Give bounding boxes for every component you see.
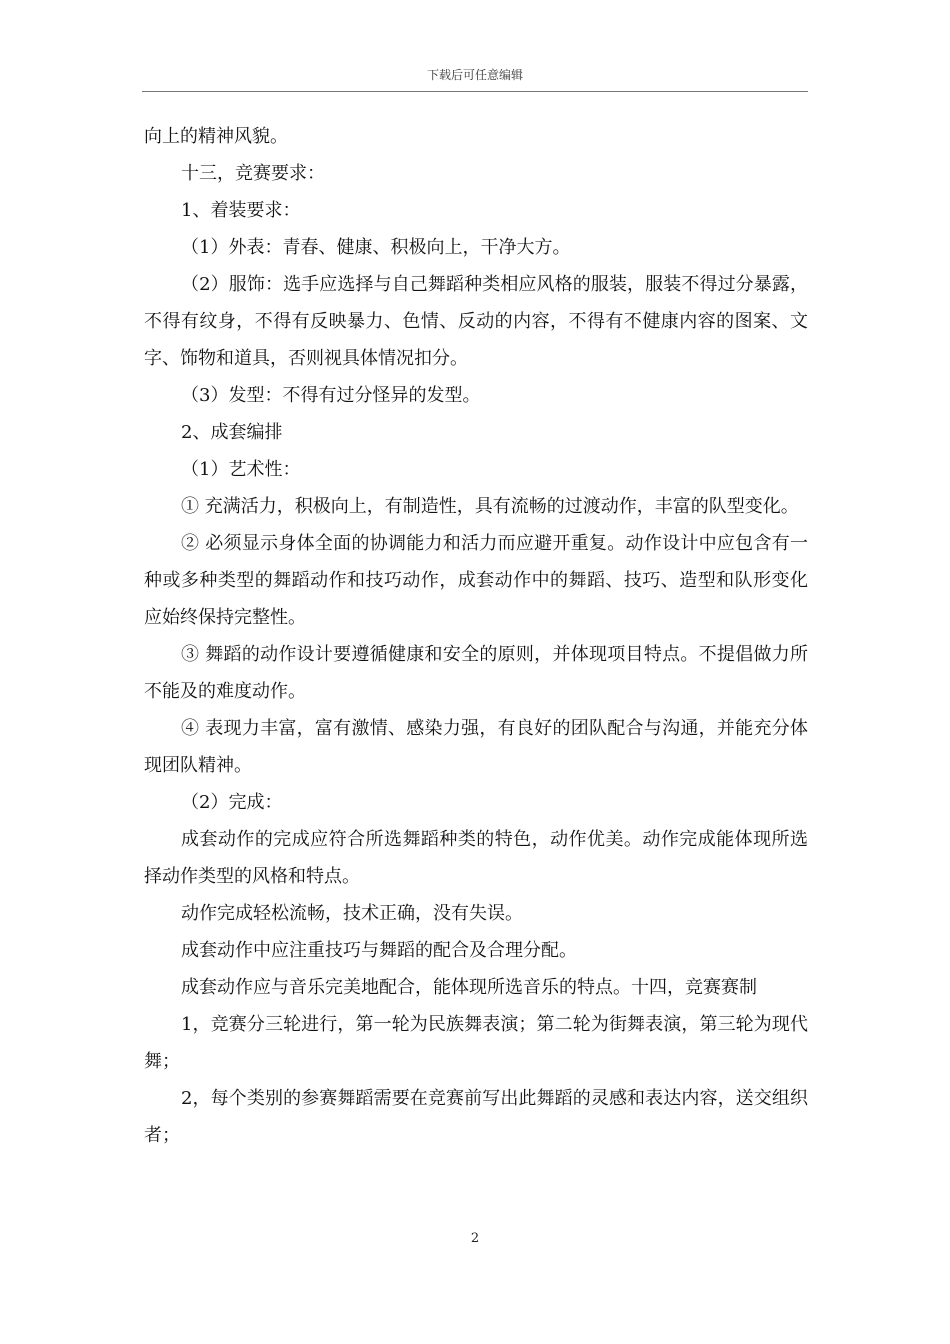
list-item: ③ 舞蹈的动作设计要遵循健康和安全的原则，并体现项目特点。不提倡做力所不能及的难度动作。 (144, 644, 808, 702)
subsection-heading: 1、着装要求： (181, 200, 301, 221)
header-divider (142, 91, 808, 92)
paragraph: （3）发型：不得有过分怪异的发型。 (181, 385, 481, 406)
paragraph: （2）完成： (181, 792, 283, 813)
page-number: 2 (470, 1231, 480, 1246)
paragraph: 成套动作中应注重技巧与舞蹈的配合及合理分配。 (181, 940, 577, 961)
page-header: 下载后可任意编辑 (426, 68, 523, 82)
paragraph: 成套动作的完成应符合所选舞蹈种类的特色，动作优美。动作完成能体现所选择动作类型的风格和特点。 (144, 829, 808, 887)
subsection-heading: 2、成套编排 (181, 422, 283, 443)
paragraph: 向上的精神风貌。 (144, 126, 288, 147)
paragraph: 动作完成轻松流畅，技术正确，没有失误。 (181, 903, 523, 924)
list-item: ① 充满活力，积极向上，有制造性，具有流畅的过渡动作，丰富的队型变化。 (181, 496, 799, 517)
section-heading: 十三，竞赛要求： (181, 163, 325, 184)
paragraph: （2）服饰：选手应选择与自己舞蹈种类相应风格的服装，服装不得过分暴露，不得有纹身，不得有反映暴力、色情、反动的内容，不得有不健康内容的图案、文字、饰物和道具，否则视具体情况扣分。 (144, 274, 808, 369)
list-item: 1，竞赛分三轮进行，第一轮为民族舞表演；第二轮为街舞表演，第三轮为现代舞； (144, 1014, 808, 1072)
paragraph: 成套动作应与音乐完美地配合，能体现所选音乐的特点。十四，竞赛赛制 (181, 977, 757, 998)
list-item: 2，每个类别的参赛舞蹈需要在竞赛前写出此舞蹈的灵感和表达内容，送交组织者； (144, 1088, 808, 1146)
paragraph: （1）外表：青春、健康、积极向上，干净大方。 (181, 237, 571, 258)
document-body (144, 118, 808, 1154)
paragraph: （1）艺术性： (181, 459, 301, 480)
list-item: ② 必须显示身体全面的协调能力和活力而应避开重复。动作设计中应包含有一种或多种类型的舞蹈动作和技巧动作，成套动作中的舞蹈、技巧、造型和队形变化应始终保持完整性。 (144, 533, 808, 628)
list-item: ④ 表现力丰富，富有激情、感染力强，有良好的团队配合与沟通，并能充分体现团队精神。 (144, 718, 808, 776)
